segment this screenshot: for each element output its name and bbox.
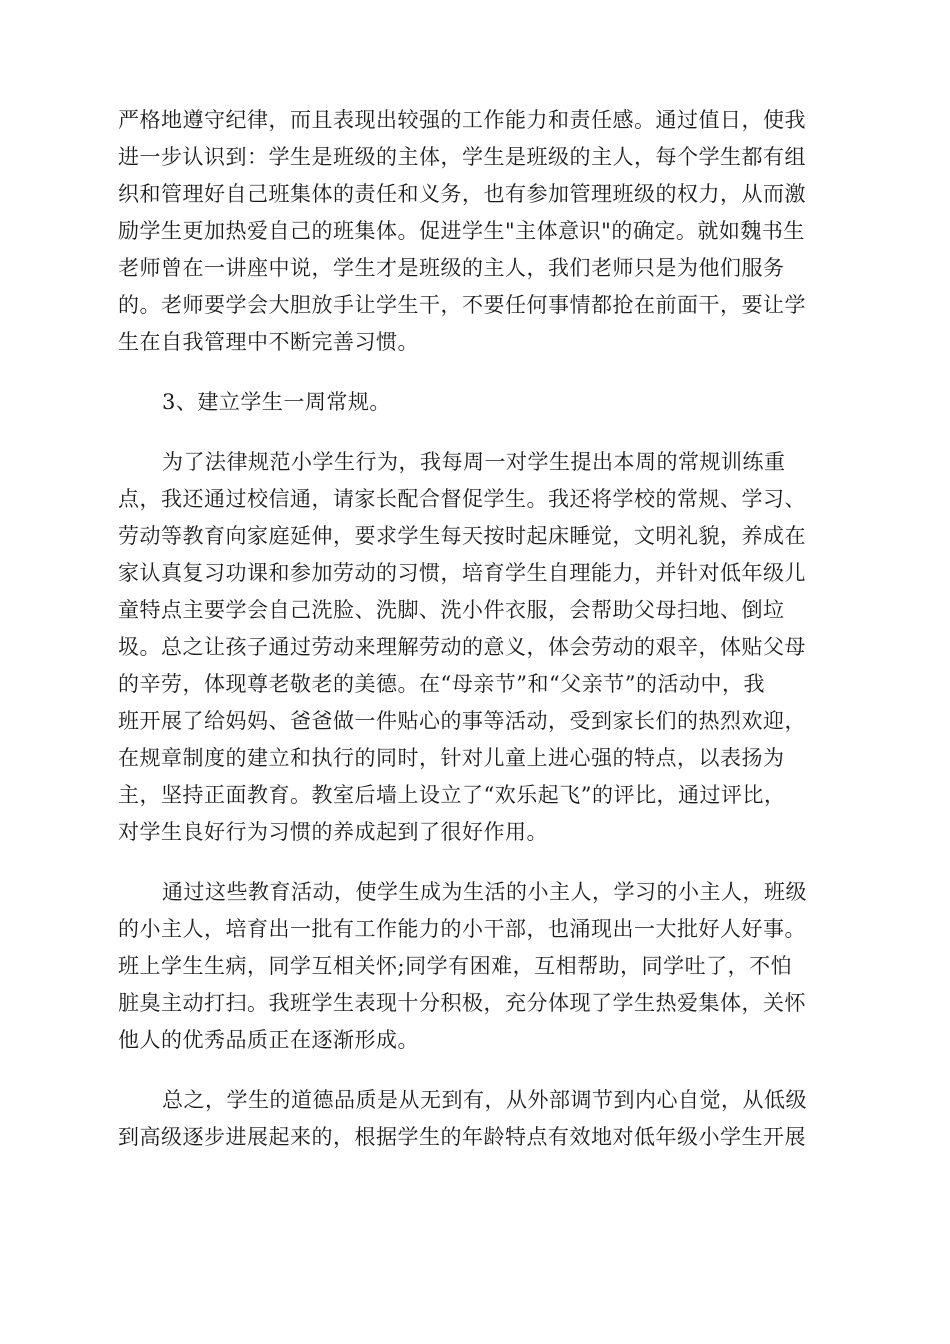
paragraph-weekly-rules xyxy=(118,444,834,851)
text-line: 童特点主要学会自己洗脸、洗脚、洗小件衣服，会帮助父母扫地、倒垃 xyxy=(118,598,785,622)
paragraph-discipline xyxy=(118,102,834,361)
text-line: 为了法律规范小学生行为，我每周一对学生提出本周的常规训练重 xyxy=(162,450,786,474)
text-line: 班开展了给妈妈、爸爸做一件贴心的事等活动，受到家长们的热烈欢迎， xyxy=(118,709,806,733)
section-heading-weekly-rules xyxy=(118,384,834,421)
text-line: 他人的优秀品质正在逐渐形成。 xyxy=(118,1028,419,1052)
text-line: 的小主人，培育出一批有工作能力的小干部，也涌现出一大批好人好事。 xyxy=(118,917,806,941)
text-line: 励学生更加热爱自己的班集体。促进学生"主体意识"的确定。就如魏书生 xyxy=(118,219,805,243)
text-line: 到高级逐步进展起来的，根据学生的年龄特点有效地对低年级小学生开展 xyxy=(118,1125,806,1149)
document-body xyxy=(118,102,834,1156)
text-line: 在规章制度的建立和执行的同时，针对儿童上进心强的特点，以表扬为 xyxy=(118,746,785,770)
text-line: 点，我还通过校信通，请家长配合督促学生。我还将学校的常规、学习、 xyxy=(118,487,806,511)
text-line: 圾。总之让孩子通过劳动来理解劳动的意义，体会劳动的艰辛，体贴父母 xyxy=(118,635,806,659)
text-line: 家认真复习功课和参加劳动的习惯，培育学生自理能力，并针对低年级儿 xyxy=(118,561,806,585)
text-line: 老师曾在一讲座中说，学生才是班级的主人，我们老师只是为他们服务 xyxy=(118,256,785,280)
text-line: 班上学生生病，同学互相关怀;同学有困难，互相帮助，同学吐了，不怕 xyxy=(118,954,793,978)
paragraph-education-activities xyxy=(118,874,834,1059)
text-line: 的。老师要学会大胆放手让学生干，不要任何事情都抢在前面干，要让学 xyxy=(118,293,806,317)
text-line: 生在自我管理中不断完善习惯。 xyxy=(118,330,419,354)
text-line: 总之，学生的道德品质是从无到有，从外部调节到内心自觉，从低级 xyxy=(162,1088,807,1112)
text-line: 主，坚持正面教育。教室后墙上设立了“欢乐起飞”的评比，通过评比， xyxy=(118,783,786,807)
heading-line: 3、建立学生一周常规。 xyxy=(162,390,391,414)
text-line: 进一步认识到：学生是班级的主体，学生是班级的主人，每个学生都有组 xyxy=(118,145,806,169)
text-line: 织和管理好自己班集体的责任和义务，也有参加管理班级的权力，从而激 xyxy=(118,182,806,206)
paragraph-summary xyxy=(118,1082,834,1156)
text-line: 劳动等教育向家庭延伸，要求学生每天按时起床睡觉，文明礼貌，养成在 xyxy=(118,524,806,548)
text-line: 严格地遵守纪律，而且表现出较强的工作能力和责任感。通过值日，使我 xyxy=(118,108,806,132)
text-line: 通过这些教育活动，使学生成为生活的小主人，学习的小主人，班级 xyxy=(162,880,807,904)
text-line: 的辛劳，体现尊老敬老的美德。在“母亲节”和“父亲节”的活动中，我 xyxy=(118,672,765,696)
text-line: 对学生良好行为习惯的养成起到了很好作用。 xyxy=(118,820,548,844)
text-line: 脏臭主动打扫。我班学生表现十分积极，充分体现了学生热爱集体，关怀 xyxy=(118,991,806,1015)
